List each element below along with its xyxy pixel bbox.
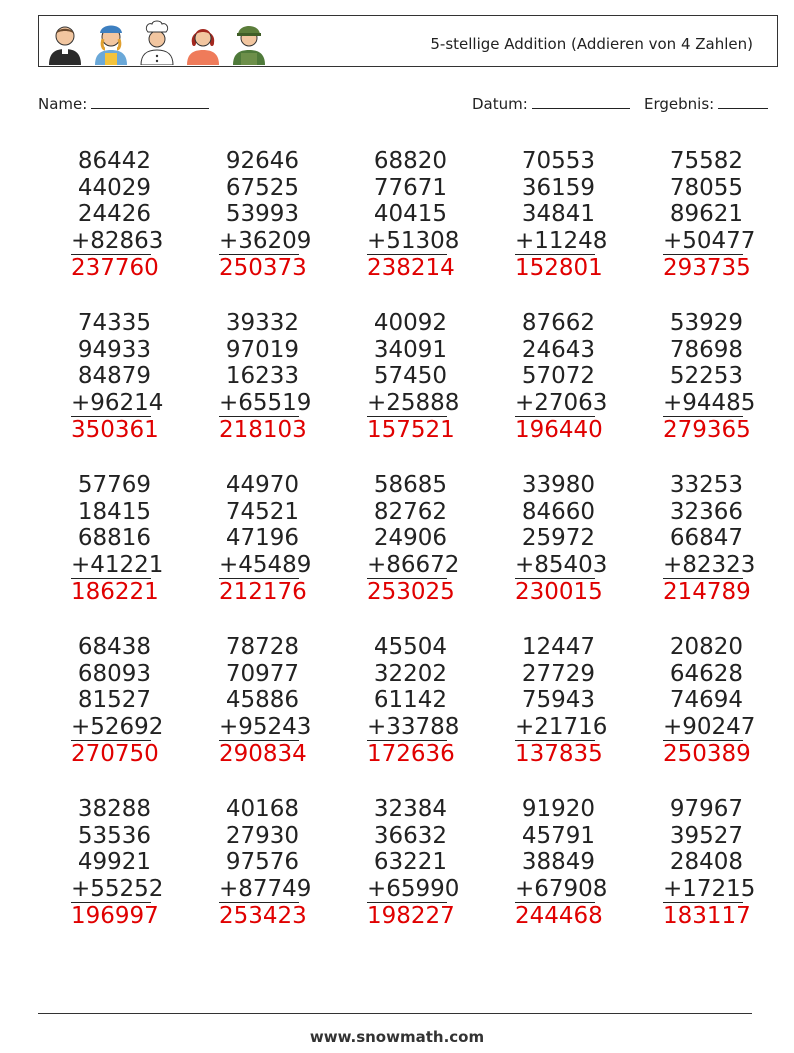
addend-4: +94485 (663, 389, 756, 416)
addend-4: +50477 (663, 227, 756, 254)
answer-sum: 293735 (663, 255, 751, 282)
addition-problem (663, 796, 756, 930)
answer-sum: 214789 (663, 579, 751, 606)
addend-4: +25888 (367, 389, 460, 416)
addition-problem (515, 310, 608, 444)
addend-2: 94933 (77, 336, 151, 363)
answer-sum: 172636 (367, 741, 455, 768)
addend-3: 47196 (225, 525, 299, 552)
answer-sum: 290834 (219, 741, 307, 768)
addend-3: 97576 (225, 849, 299, 876)
addend-2: 84660 (521, 498, 595, 525)
answer-sum: 250389 (663, 741, 751, 768)
addend-3: 84879 (77, 363, 151, 390)
date-field[interactable] (472, 94, 630, 113)
addend-4: +36209 (219, 227, 312, 254)
addend-1: 38288 (77, 796, 151, 822)
addend-1: 58685 (373, 472, 447, 498)
addend-1: 68820 (373, 148, 447, 174)
addend-1: 45504 (373, 634, 447, 660)
addend-2: 64628 (669, 660, 743, 687)
addend-4: +82323 (663, 551, 756, 578)
addend-3: 57072 (521, 363, 595, 390)
addend-3: 38849 (521, 849, 595, 876)
addend-3: 57450 (373, 363, 447, 390)
addend-2: 67525 (225, 174, 299, 201)
footer-divider (38, 1013, 752, 1014)
addition-problem (71, 472, 164, 606)
addend-4: +67908 (515, 875, 608, 902)
answer-sum: 253025 (367, 579, 455, 606)
addition-problem (663, 472, 756, 606)
answer-sum: 237760 (71, 255, 159, 282)
name-field[interactable] (38, 94, 209, 113)
addend-2: 18415 (77, 498, 151, 525)
addend-3: 52253 (669, 363, 743, 390)
addend-4: +55252 (71, 875, 164, 902)
result-field[interactable] (644, 94, 768, 113)
addition-problem (71, 148, 164, 282)
addend-1: 74335 (77, 310, 151, 336)
addend-3: 49921 (77, 849, 151, 876)
addend-4: +45489 (219, 551, 312, 578)
addend-4: +95243 (219, 713, 312, 740)
addend-1: 40092 (373, 310, 447, 336)
addend-3: 61142 (373, 687, 447, 714)
addend-2: 77671 (373, 174, 447, 201)
addend-2: 44029 (77, 174, 151, 201)
addend-2: 24643 (521, 336, 595, 363)
answer-sum: 183117 (663, 903, 751, 930)
addend-2: 53536 (77, 822, 151, 849)
addend-3: 74694 (669, 687, 743, 714)
addend-4: +96214 (71, 389, 164, 416)
addend-2: 74521 (225, 498, 299, 525)
avatar-row (45, 19, 269, 65)
addend-4: +65519 (219, 389, 312, 416)
addend-3: 81527 (77, 687, 151, 714)
addend-2: 78698 (669, 336, 743, 363)
addend-1: 40168 (225, 796, 299, 822)
addend-1: 75582 (669, 148, 743, 174)
addend-2: 32202 (373, 660, 447, 687)
addend-1: 92646 (225, 148, 299, 174)
addend-1: 86442 (77, 148, 151, 174)
addend-1: 78728 (225, 634, 299, 660)
addend-3: 63221 (373, 849, 447, 876)
addition-problem (663, 634, 756, 768)
addend-4: +85403 (515, 551, 608, 578)
addend-3: 75943 (521, 687, 595, 714)
addition-problem (219, 310, 312, 444)
answer-sum: 212176 (219, 579, 307, 606)
addend-1: 70553 (521, 148, 595, 174)
addend-3: 24426 (77, 201, 151, 228)
addend-2: 27930 (225, 822, 299, 849)
addend-4: +51308 (367, 227, 460, 254)
addend-3: 24906 (373, 525, 447, 552)
addend-1: 97967 (669, 796, 743, 822)
addition-problem (515, 634, 608, 768)
soldier-avatar-icon (229, 19, 269, 65)
answer-sum: 244468 (515, 903, 603, 930)
addend-3: 66847 (669, 525, 743, 552)
addend-3: 28408 (669, 849, 743, 876)
answer-sum: 350361 (71, 417, 159, 444)
addend-2: 39527 (669, 822, 743, 849)
date-label: Datum: (472, 95, 528, 113)
answer-sum: 186221 (71, 579, 159, 606)
addend-4: +52692 (71, 713, 164, 740)
addend-1: 57769 (77, 472, 151, 498)
addend-1: 20820 (669, 634, 743, 660)
answer-sum: 198227 (367, 903, 455, 930)
addition-problem (367, 796, 460, 930)
answer-sum: 250373 (219, 255, 307, 282)
addition-problem (367, 310, 460, 444)
addend-2: 70977 (225, 660, 299, 687)
addend-1: 32384 (373, 796, 447, 822)
addend-2: 78055 (669, 174, 743, 201)
addition-problem (219, 796, 312, 930)
addition-problem (71, 634, 164, 768)
priest-avatar-icon (45, 19, 85, 65)
addend-1: 91920 (521, 796, 595, 822)
addend-3: 53993 (225, 201, 299, 228)
date-blank-line[interactable] (532, 94, 630, 109)
addend-3: 40415 (373, 201, 447, 228)
addend-1: 33253 (669, 472, 743, 498)
addend-3: 68816 (77, 525, 151, 552)
addend-2: 45791 (521, 822, 595, 849)
name-label: Name: (38, 95, 88, 113)
addend-2: 82762 (373, 498, 447, 525)
answer-sum: 152801 (515, 255, 603, 282)
addend-4: +90247 (663, 713, 756, 740)
addend-4: +87749 (219, 875, 312, 902)
addend-3: 45886 (225, 687, 299, 714)
answer-sum: 230015 (515, 579, 603, 606)
answer-sum: 196997 (71, 903, 159, 930)
addition-problem (515, 796, 608, 930)
worker-avatar-icon (91, 19, 131, 65)
addend-4: +41221 (71, 551, 164, 578)
addition-problem (367, 634, 460, 768)
addend-2: 68093 (77, 660, 151, 687)
footer-site: www.snowmath.com (309, 1028, 485, 1046)
addend-2: 32366 (669, 498, 743, 525)
addition-problem (219, 148, 312, 282)
name-blank-line[interactable] (91, 94, 209, 109)
addend-4: +65990 (367, 875, 460, 902)
worksheet-header (38, 15, 778, 67)
addend-2: 36159 (521, 174, 595, 201)
addition-problem (219, 472, 312, 606)
addend-3: 34841 (521, 201, 595, 228)
addition-problem (663, 148, 756, 282)
addition-problem (219, 634, 312, 768)
addend-1: 44970 (225, 472, 299, 498)
addend-1: 33980 (521, 472, 595, 498)
addend-1: 39332 (225, 310, 299, 336)
addend-4: +27063 (515, 389, 608, 416)
woman-avatar-icon (183, 19, 223, 65)
result-label: Ergebnis: (644, 95, 715, 113)
answer-sum: 238214 (367, 255, 455, 282)
addend-4: +17215 (663, 875, 756, 902)
addend-4: +82863 (71, 227, 164, 254)
answer-sum: 137835 (515, 741, 603, 768)
addition-problem (71, 796, 164, 930)
addition-problem (515, 472, 608, 606)
addend-2: 34091 (373, 336, 447, 363)
addend-2: 27729 (521, 660, 595, 687)
answer-sum: 218103 (219, 417, 307, 444)
addend-2: 97019 (225, 336, 299, 363)
addend-4: +86672 (367, 551, 460, 578)
addend-2: 36632 (373, 822, 447, 849)
result-blank-line[interactable] (718, 94, 768, 109)
answer-sum: 196440 (515, 417, 603, 444)
chef-avatar-icon (137, 19, 177, 65)
addition-problem (71, 310, 164, 444)
answer-sum: 157521 (367, 417, 455, 444)
addend-1: 87662 (521, 310, 595, 336)
addend-4: +21716 (515, 713, 608, 740)
addend-3: 25972 (521, 525, 595, 552)
addend-3: 89621 (669, 201, 743, 228)
addend-3: 16233 (225, 363, 299, 390)
addend-4: +33788 (367, 713, 460, 740)
worksheet-title: 5-stellige Addition (Addieren von 4 Zahlen) (430, 35, 753, 53)
addend-4: +11248 (515, 227, 608, 254)
addition-problem (367, 148, 460, 282)
addition-problem (367, 472, 460, 606)
addend-1: 68438 (77, 634, 151, 660)
addition-problem (515, 148, 608, 282)
addition-problem (663, 310, 756, 444)
addend-1: 12447 (521, 634, 595, 660)
answer-sum: 253423 (219, 903, 307, 930)
addend-1: 53929 (669, 310, 743, 336)
answer-sum: 270750 (71, 741, 159, 768)
answer-sum: 279365 (663, 417, 751, 444)
